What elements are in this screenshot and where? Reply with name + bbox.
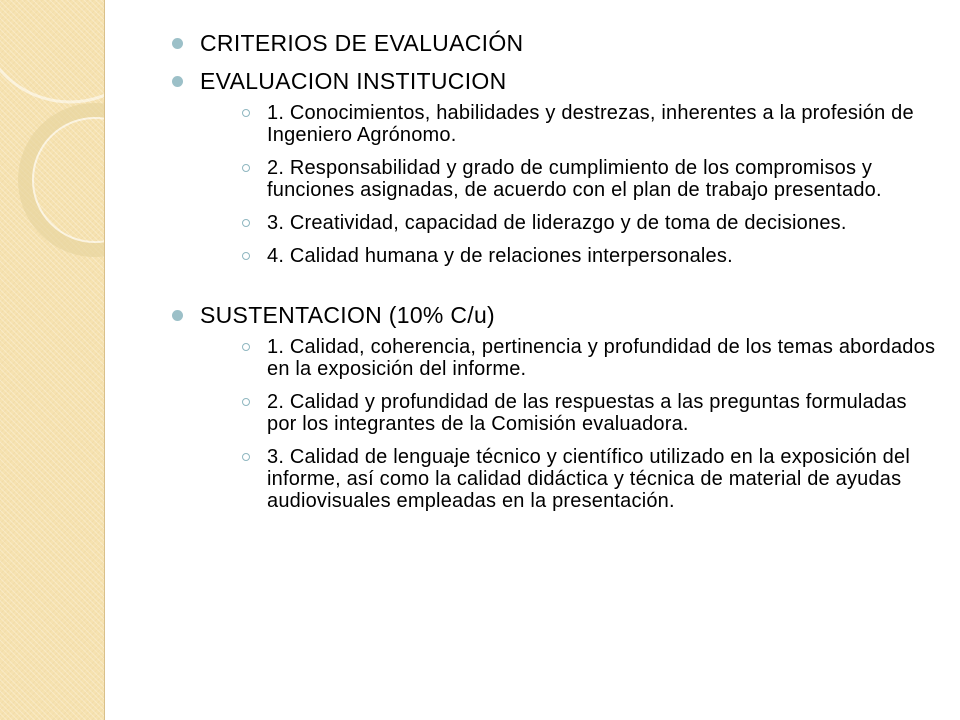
list-item-text: 4. Calidad humana y de relaciones interpersonales. [267,245,733,267]
list-item-text: 2. Responsabilidad y grado de cumplimiento de los compromisos y funciones asignadas, de acuerdo con el plan de trabajo presentado. [267,157,882,201]
sustentacion-criteria-list [200,336,940,512]
bullet-ring-icon [242,252,250,260]
bullet-dot-icon [172,38,183,49]
institucion-criteria-list [200,102,940,267]
list-item [200,391,940,435]
heading-sustentacion [160,300,940,512]
list-item [200,446,940,512]
heading-criterios [160,28,940,58]
bullet-ring-icon [242,343,250,351]
bullet-ring-icon [242,109,250,117]
list-item-text: 1. Calidad, coherencia, pertinencia y profundidad de los temas abordados en la exposición del informe. [267,336,936,380]
list-item-text: 1. Conocimientos, habilidades y destrezas, inherentes a la profesión de Ingeniero Agrónomo. [267,102,914,146]
list-item [200,157,940,201]
list-item [200,245,940,267]
list-item [200,102,940,146]
heading-evaluacion-institucion-text: EVALUACION INSTITUCION [200,68,507,94]
bullet-ring-icon [242,219,250,227]
bullet-dot-icon [172,76,183,87]
bullet-dot-icon [172,310,183,321]
list-item-text: 2. Calidad y profundidad de las respuestas a las preguntas formuladas por los integrantes de la Comisión evaluadora. [267,391,907,435]
spacer [160,278,940,300]
bullet-ring-icon [242,164,250,172]
bullet-ring-icon [242,398,250,406]
list-item [200,212,940,234]
list-item [200,336,940,380]
main-bullet-list [160,28,940,512]
bullet-ring-icon [242,453,250,461]
heading-evaluacion-institucion [160,66,940,267]
decorative-circles-graphic [0,0,104,720]
heading-sustentacion-text: SUSTENTACION (10% C/u) [200,302,495,328]
heading-criterios-text: CRITERIOS DE EVALUACIÓN [200,30,524,56]
decorative-side-panel [0,0,105,720]
slide-content [160,28,940,523]
list-item-text: 3. Calidad de lenguaje técnico y científico utilizado en la exposición del informe, así como la calidad didáctica y técnica de material de ayudas audiovisuales empleadas en la presentación. [267,446,910,512]
list-item-text: 3. Creatividad, capacidad de liderazgo y de toma de decisiones. [267,212,847,234]
